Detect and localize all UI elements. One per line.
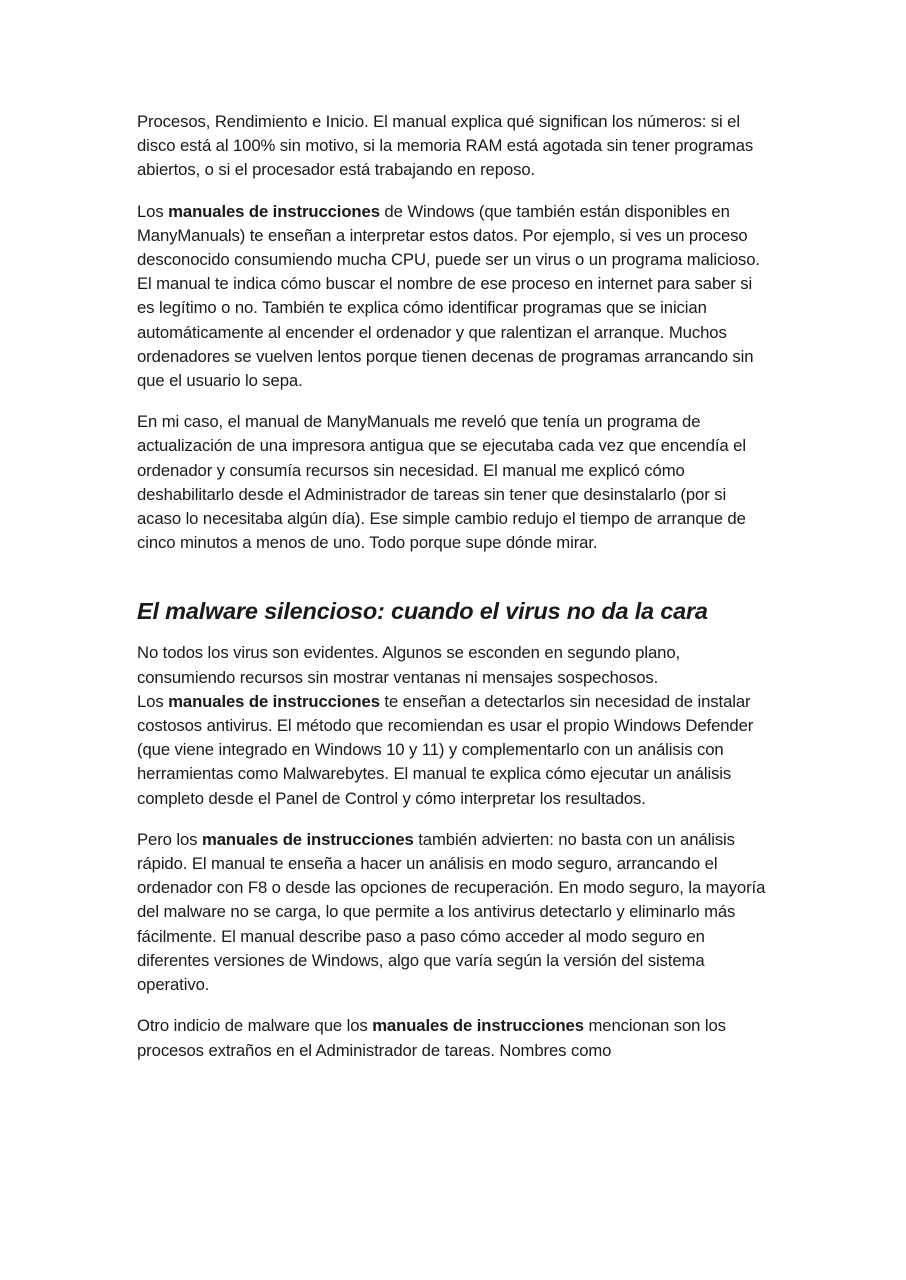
paragraph-text: No todos los virus son evidentes. Algunos se esconden en segundo plano, consumiendo recursos sin mostrar ventanas ni mensajes sospechosos.	[137, 643, 681, 687]
paragraph-text: Procesos, Rendimiento e Inicio. El manual explica qué significan los números: si el disco está al 100% sin motivo, si la memoria RAM está agotada sin tener programas abiertos, o si el procesador está trabajando en reposo.	[137, 112, 754, 180]
body-paragraph	[137, 828, 767, 997]
section-heading: El malware silencioso: cuando el virus no da la cara	[137, 598, 708, 625]
bold-term: manuales de instrucciones	[372, 1016, 584, 1036]
top-paragraphs	[137, 110, 767, 555]
bold-term: manuales de instrucciones	[168, 201, 380, 221]
body-paragraph	[137, 641, 767, 810]
bold-term: manuales de instrucciones	[168, 691, 380, 711]
paragraph-text: Pero los	[137, 829, 202, 849]
paragraph-text: Los	[137, 201, 169, 221]
body-paragraph	[137, 200, 767, 394]
paragraph-text: también advierten: no basta con un análisis rápido. El manual te enseña a hacer un análisis en modo seguro, arrancando el ordenador con F8 o desde las opciones de recuperación. En modo seguro, la mayoría del malware no se carga, lo que permite a los antivirus detectarlo y eliminarlo más fácilmente. El manual describe paso a paso cómo acceder al modo seguro en diferentes versiones de Windows, algo que varía según la versión del sistema operativo.	[137, 829, 766, 995]
paragraph-text: Los	[137, 691, 169, 711]
document-page	[137, 110, 767, 1080]
body-paragraph	[137, 110, 767, 183]
body-paragraph	[137, 410, 767, 555]
paragraph-text: te enseñan a detectarlos sin necesidad de instalar costosos antivirus. El método que recomiendan es usar el propio Windows Defender (que viene integrado en Windows 10 y 11) y complementarlo con un análisis con herramientas como Malwarebytes. El manual te explica cómo ejecutar un análisis completo desde el Panel de Control y cómo interpretar los resultados.	[137, 691, 754, 808]
body-paragraph	[137, 1014, 767, 1062]
paragraph-text: En mi caso, el manual de ManyManuals me reveló que tenía un programa de actualización de una impresora antigua que se ejecutaba cada vez que encendía el ordenador y consumía recursos sin necesidad. El manual me explicó cómo deshabilitarlo desde el Administrador de tareas sin tener que desinstalarlo (por si acaso lo necesitaba algún día). Ese simple cambio redujo el tiempo de arranque de cinco minutos a menos de uno. Todo porque supe dónde mirar.	[137, 412, 746, 553]
paragraph-text: mencionan son los procesos extraños en el Administrador de tareas. Nombres como	[137, 1016, 726, 1060]
bold-term: manuales de instrucciones	[201, 829, 414, 849]
bottom-paragraphs	[137, 641, 767, 1062]
paragraph-text: de Windows (que también están disponibles en ManyManuals) te enseñan a interpretar estos datos. Por ejemplo, si ves un proceso desconocido consumiendo mucha CPU, puede ser un virus o un programa malicioso. El manual te indica cómo buscar el nombre de ese proceso en internet para saber si es legítimo o no. También te explica cómo identificar programas que se inician automáticamente al encender el ordenador y que ralentizan el arranque. Muchos ordenadores se vuelven lentos porque tienen decenas de programas arrancando sin que el usuario lo sepa.	[137, 201, 760, 391]
paragraph-text: Otro indicio de malware que los	[137, 1016, 373, 1036]
